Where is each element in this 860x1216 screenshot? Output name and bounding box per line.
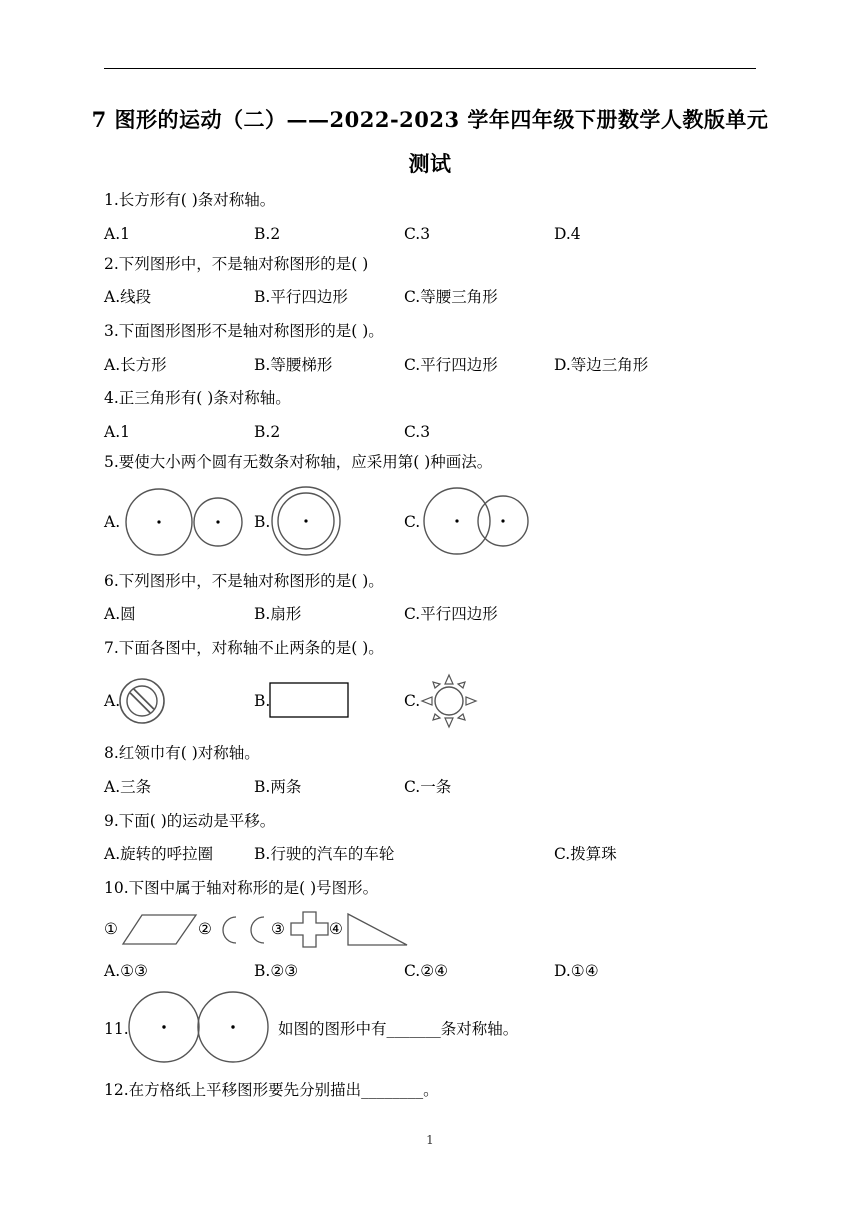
page-number: 1: [426, 1133, 434, 1147]
question-4-option-c[interactable]: C.3: [404, 423, 431, 441]
question-1-option-b[interactable]: B.2: [254, 225, 281, 243]
question-2-option-b[interactable]: B.平行四边形: [254, 288, 348, 306]
question-4-option-b[interactable]: B.2: [254, 423, 281, 441]
question-5-option-b[interactable]: B.: [254, 513, 271, 531]
question-10-option-b[interactable]: B.②③: [254, 962, 299, 980]
question-2-stem: 2.下列图形中，不是轴对称图形的是( ): [104, 255, 369, 273]
question-7-stem: 7.下面各图中，对称轴不止两条的是( )。: [104, 639, 384, 657]
question-9-stem: 9.下面( )的运动是平移。: [104, 812, 276, 830]
question-9-option-a[interactable]: A.旋转的呼拉圈: [104, 845, 214, 863]
question-9-option-b[interactable]: B.行驶的汽车的车轮: [254, 845, 395, 863]
question-3-option-a[interactable]: A.长方形: [104, 356, 167, 374]
question-10-option-c[interactable]: C.②④: [404, 962, 449, 980]
question-10-stem: 10.下图中属于轴对称形的是( )号图形。: [104, 879, 379, 897]
question-11-stem: 如图的图形中有_______条对称轴。: [278, 1020, 519, 1038]
question-5-figure-b: [268, 484, 348, 558]
header-rule: [104, 68, 756, 69]
crescent-pair-figure: [214, 914, 272, 946]
question-7-option-b[interactable]: B.: [254, 692, 271, 710]
question-11-number: 11.: [104, 1020, 129, 1038]
question-1-option-a[interactable]: A.1: [104, 225, 130, 243]
question-8-stem: 8.红领巾有( )对称轴。: [104, 744, 260, 762]
figure-label-2: ②: [198, 920, 212, 938]
question-7-option-c[interactable]: C.: [404, 692, 421, 710]
cross-figure: [290, 911, 330, 949]
question-4-option-a[interactable]: A.1: [104, 423, 130, 441]
right-triangle-figure: [346, 912, 410, 948]
question-1-stem: 1.长方形有( )条对称轴。: [104, 191, 276, 209]
question-7-option-a[interactable]: A.: [104, 692, 121, 710]
question-5-option-c[interactable]: C.: [404, 513, 421, 531]
sun-icon: [418, 672, 480, 732]
question-1-option-c[interactable]: C.3: [404, 225, 431, 243]
question-6-option-b[interactable]: B.扇形: [254, 605, 302, 623]
question-10-option-d[interactable]: D.①④: [554, 962, 599, 980]
question-4-stem: 4.正三角形有( )条对称轴。: [104, 389, 291, 407]
question-6-stem: 6.下列图形中，不是轴对称图形的是( )。: [104, 572, 384, 590]
question-6-option-c[interactable]: C.平行四边形: [404, 605, 498, 623]
figure-label-3: ③: [271, 920, 285, 938]
question-2-option-a[interactable]: A.线段: [104, 288, 152, 306]
question-8-option-a[interactable]: A.三条: [104, 778, 152, 796]
question-5-figure-c: [420, 484, 535, 558]
question-2-option-c[interactable]: C.等腰三角形: [404, 288, 498, 306]
parallelogram-figure: [122, 914, 198, 946]
rectangle-figure: [269, 682, 351, 720]
question-1-option-d[interactable]: D.4: [554, 225, 581, 243]
no-entry-sign-icon: [118, 677, 166, 725]
figure-label-4: ④: [329, 920, 343, 938]
question-6-option-a[interactable]: A.圆: [104, 605, 136, 623]
question-5-option-a[interactable]: A.: [104, 513, 121, 531]
question-12-stem: 12.在方格纸上平移图形要先分别描出________。: [104, 1081, 439, 1099]
question-8-option-b[interactable]: B.两条: [254, 778, 302, 796]
figure-label-1: ①: [104, 920, 118, 938]
question-5-figure-a: [120, 484, 250, 554]
question-8-option-c[interactable]: C.一条: [404, 778, 452, 796]
question-5-stem: 5.要使大小两个圆有无数条对称轴，应采用第( )种画法。: [104, 453, 493, 471]
page-title-line-1: 7 图形的运动（二）——2022-2023 学年四年级下册数学人教版单元: [91, 107, 769, 132]
two-tangent-circles-figure: [126, 990, 272, 1064]
question-10-option-a[interactable]: A.①③: [104, 962, 148, 980]
question-9-option-c[interactable]: C.拨算珠: [554, 845, 617, 863]
question-3-option-b[interactable]: B.等腰梯形: [254, 356, 333, 374]
question-3-stem: 3.下面图形图形不是轴对称图形的是( )。: [104, 322, 384, 340]
question-3-option-d[interactable]: D.等边三角形: [554, 356, 649, 374]
page-title-line-2: 测试: [408, 151, 452, 176]
question-3-option-c[interactable]: C.平行四边形: [404, 356, 498, 374]
